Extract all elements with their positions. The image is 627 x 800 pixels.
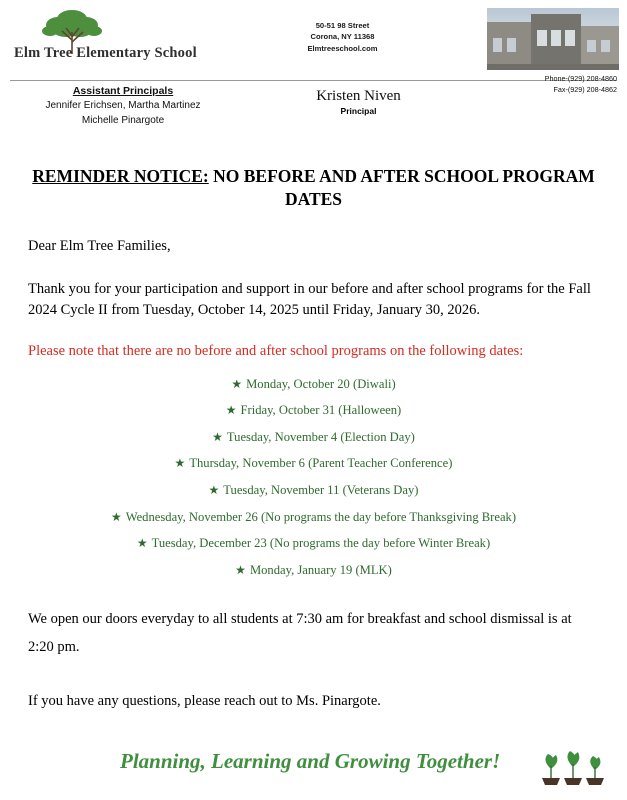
note-paragraph: Please note that there are no before and after school programs on the following dates: (28, 342, 524, 359)
date-text: Wednesday, November 26 (No programs the day before Thanksgiving Break) (125, 509, 517, 524)
date-text: Thursday, November 6 (Parent Teacher Conference) (189, 456, 453, 471)
fax-number: Fax-(929) 208-4862 (553, 84, 617, 94)
phone-number: Phone-(929) 208-4860 (544, 74, 617, 83)
closing-paragraph: If you have any questions, please reach out to Ms. Pinargote. (28, 693, 381, 710)
principal-name: Kristen Niven (316, 88, 401, 104)
letter-footer (0, 722, 627, 792)
list-item (28, 402, 599, 419)
header-right (479, 6, 619, 96)
address-line-2: Corona, NY 11368 (310, 32, 375, 42)
intro-paragraph: Thank you for your participation and support in our before and after school programs for the Fall 2024 Cycle II from Tuesday, October 14, 2025 until Friday, January 30, 2026. (28, 280, 591, 318)
no-program-dates-list (28, 376, 599, 579)
list-item (28, 482, 599, 499)
star-icon: ★ (136, 536, 148, 551)
date-text: Monday, October 20 (Diwali) (246, 376, 396, 391)
assistant-principals-block (8, 84, 238, 128)
star-icon: ★ (225, 403, 237, 418)
date-text: Tuesday, November 4 (Election Day) (226, 429, 415, 444)
school-building-photo (487, 8, 619, 70)
notice-title-prefix: REMINDER NOTICE: (32, 166, 209, 186)
principal-block (238, 84, 479, 116)
list-item (28, 509, 599, 526)
star-icon: ★ (110, 509, 122, 524)
seedlings-icon (539, 738, 605, 786)
star-icon: ★ (231, 376, 243, 391)
star-icon: ★ (208, 482, 220, 497)
notice-title-rest: NO BEFORE AND AFTER SCHOOL PROGRAM DATES (208, 166, 595, 209)
assistant-principals-line-1: Jennifer Erichsen, Martha Martinez (45, 100, 201, 112)
date-text: Tuesday, November 11 (Veterans Day) (223, 482, 419, 497)
letter-body (0, 165, 627, 712)
assistant-principals-label: Assistant Principals (72, 85, 174, 97)
date-text: Monday, January 19 (MLK) (249, 562, 392, 577)
list-item (28, 455, 599, 472)
school-address (206, 6, 479, 54)
school-motto: Planning, Learning and Growing Together! (120, 749, 501, 773)
school-logo (12, 6, 202, 64)
date-text: Friday, October 31 (Halloween) (240, 403, 402, 418)
star-icon: ★ (174, 456, 186, 471)
list-item (28, 562, 599, 579)
hours-paragraph: We open our doors everyday to all students at 7:30 am for breakfast and school dismissal is at 2:20 pm. (28, 611, 572, 655)
star-icon: ★ (212, 429, 223, 444)
contact-numbers (487, 70, 619, 96)
school-brand (8, 6, 206, 64)
address-line-1: 50-51 98 Street (315, 21, 370, 30)
greeting-paragraph: Dear Elm Tree Families, (28, 237, 171, 254)
date-text: Tuesday, December 23 (No programs the day before Winter Break) (151, 536, 491, 551)
star-icon: ★ (235, 562, 246, 577)
school-name: Elm Tree Elementary School (14, 45, 197, 61)
principal-title: Principal (340, 106, 377, 116)
list-item (28, 376, 599, 393)
list-item (28, 535, 599, 552)
assistant-principals-line-2: Michelle Pinargote (81, 114, 165, 126)
page-title (28, 165, 599, 211)
list-item (28, 429, 599, 446)
school-website: Elmtreeschool.com (307, 43, 378, 53)
